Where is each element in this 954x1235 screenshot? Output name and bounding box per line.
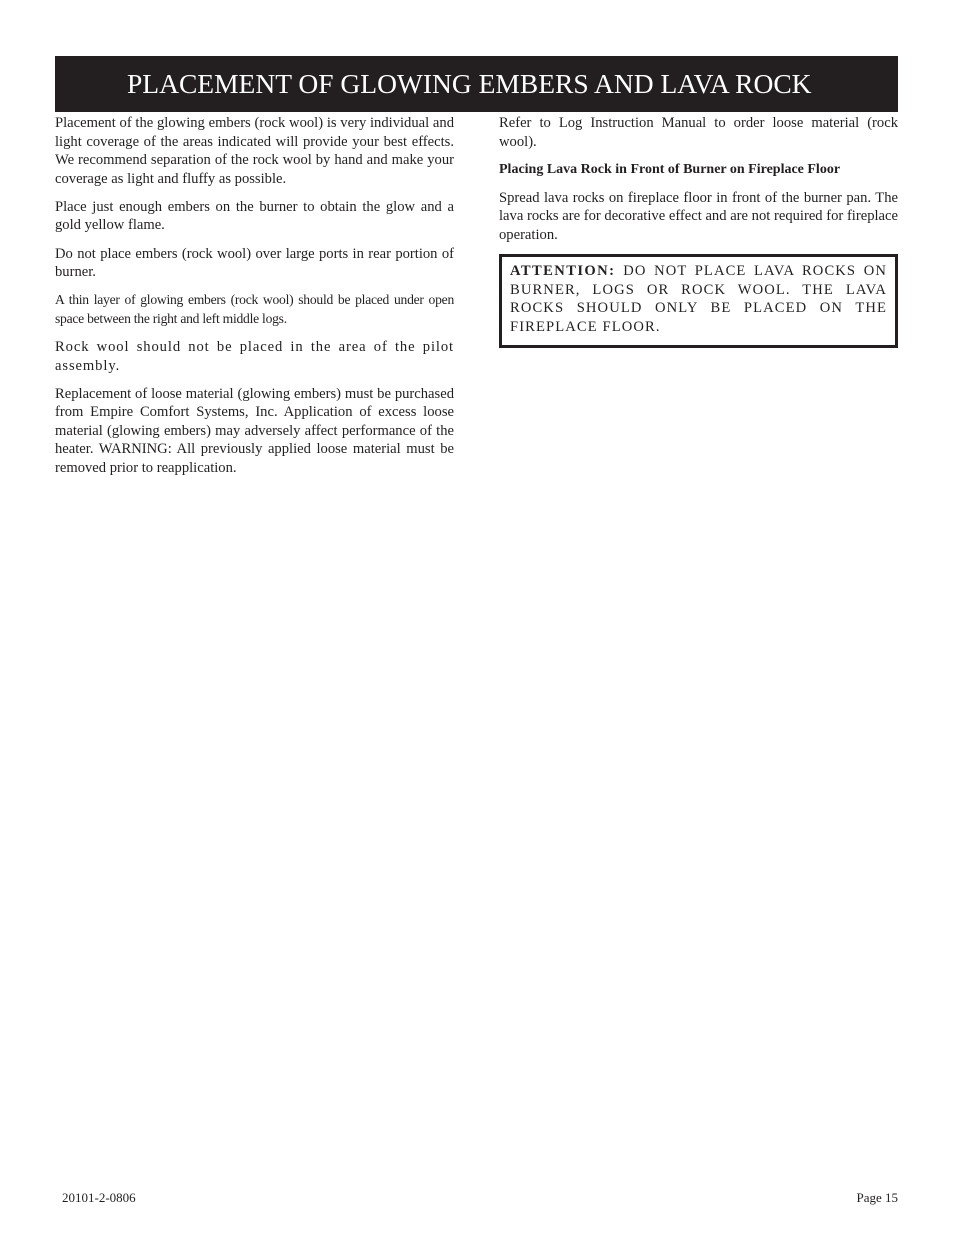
right-column: [499, 114, 898, 348]
paragraph-thin-layer: A thin layer of glowing embers (rock wool) should be placed under open space between the right and left middle logs.: [55, 292, 454, 326]
paragraph-ember-placement: Placement of the glowing embers (rock wool) is very individual and light coverage of the areas indicated will provide your best effects. We recommend separation of the rock wool by hand and make your coverage as light and fluffy as possible.: [55, 115, 454, 187]
left-column: [55, 114, 454, 487]
paragraph-refer-manual: Refer to Log Instruction Manual to order loose material (rock wool).: [499, 115, 898, 150]
paragraph-large-ports: Do not place embers (rock wool) over large ports in rear portion of burner.: [55, 245, 454, 281]
subheading-lava-rock: Placing Lava Rock in Front of Burner on Fireplace Floor: [499, 161, 841, 177]
attention-label: ATTENTION:: [510, 263, 624, 280]
page-number: Page 15: [856, 1190, 898, 1205]
paragraph-pilot-assembly: Rock wool should not be placed in the area of the pilot assembly.: [55, 338, 454, 374]
paragraph-spread-lava-rocks: Spread lava rocks on fireplace floor in front of the burner pan. The lava rocks are for decorative effect and are not required for fireplace operation.: [499, 189, 898, 243]
paragraph-replacement-warning: Replacement of loose material (glowing embers) must be purchased from Empire Comfort Systems, Inc. Application of excess loose material (glowing embers) may adversely affect performance of the heater. WARNING: All previously applied loose material must be removed prior to reapplication.: [55, 385, 454, 476]
section-header-bar: [55, 56, 898, 112]
attention-text: DO NOT PLACE LAVA ROCKS ON BURNER, LOGS OR ROCK WOOL. THE LAVA ROCKS SHOULD ONLY BE PLACED ON THE FIREPLACE FLOOR.: [510, 263, 887, 335]
attention-box: [499, 254, 898, 348]
paragraph-ember-amount: Place just enough embers on the burner to obtain the glow and a gold yellow flame.: [55, 198, 454, 234]
document-number: 20101-2-0806: [62, 1190, 136, 1205]
section-title: PLACEMENT OF GLOWING EMBERS AND LAVA ROCK: [127, 68, 812, 99]
